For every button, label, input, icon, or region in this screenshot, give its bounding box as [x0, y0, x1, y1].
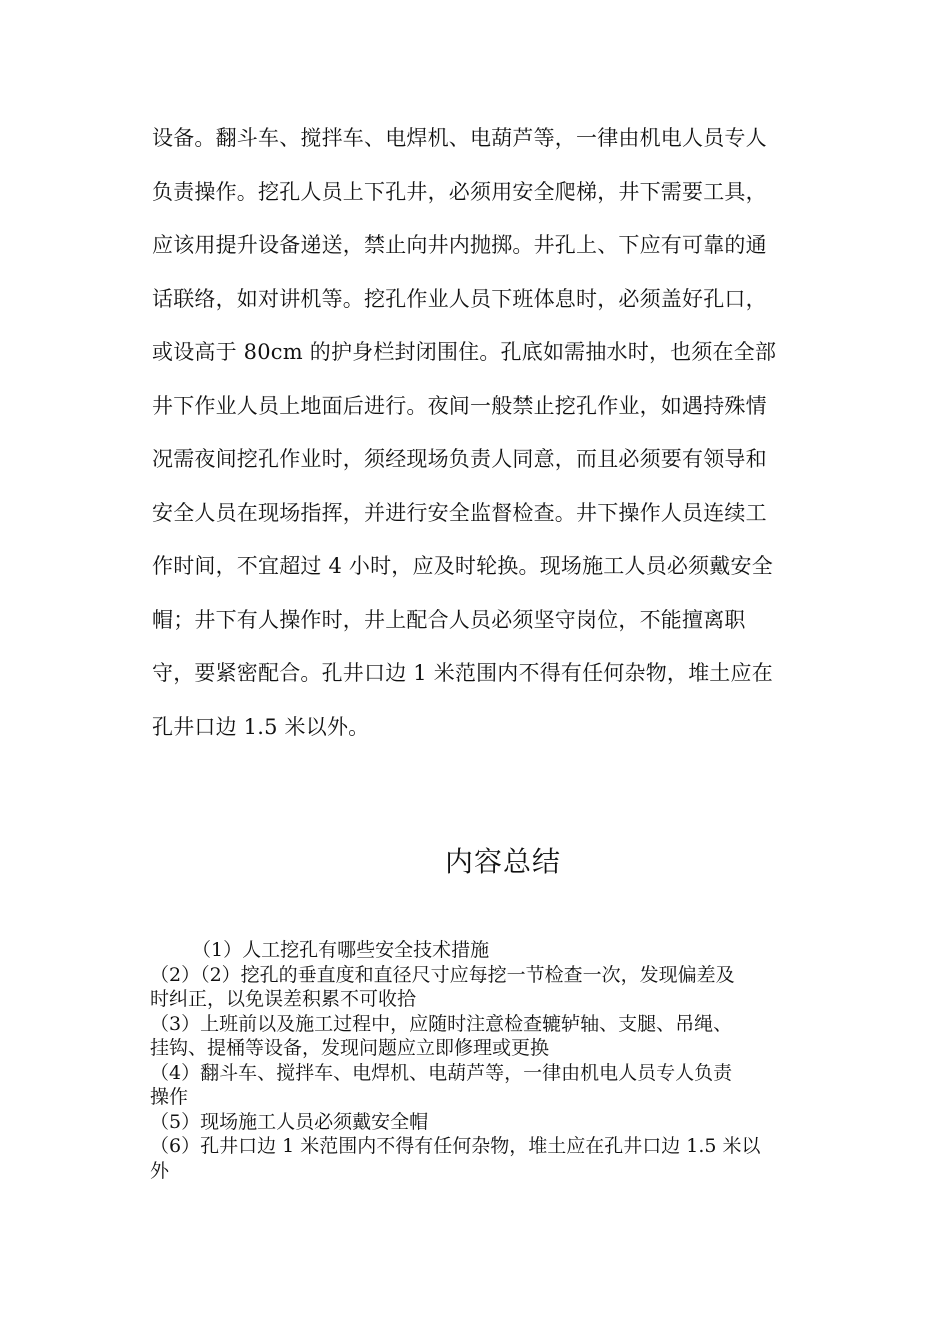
body-paragraph: [152, 112, 812, 754]
summary-item: （1）人工挖孔有哪些安全技术措施: [192, 939, 490, 961]
body-line: 话联络，如对讲机等。挖孔作业人员下班体息时，必须盖好孔口，: [152, 286, 767, 311]
summary-item: （6）孔井口边 1 米范围内不得有任何杂物，堆土应在孔井口边 1.5 米以: [150, 1135, 761, 1157]
summary-title: 内容总结: [444, 845, 561, 878]
summary-item-continuation: 挂钩、提桶等设备，发现问题应立即修理或更换: [150, 1037, 550, 1059]
body-line: 帽；井下有人操作时，井上配合人员必须坚守岗位，不能擅离职: [152, 607, 746, 632]
summary-item: （3）上班前以及施工过程中，应随时注意检查辘轳轴、支腿、吊绳、: [150, 1012, 733, 1035]
body-line: 负责操作。挖孔人员上下孔井，必须用安全爬梯，井下需要工具，: [152, 179, 767, 204]
body-line: 况需夜间挖孔作业时，须经现场负责人同意，而且必须要有领导和: [152, 447, 767, 471]
summary-item-continuation: 时纠正，以免误差积累不可收拾: [150, 988, 417, 1010]
body-line: 或设高于 80cm 的护身栏封闭围住。孔底如需抽水时，也须在全部: [152, 340, 777, 364]
summary-item: （2）（2）挖孔的垂直度和直径尺寸应每挖一节检查一次，发现偏差及: [150, 963, 735, 986]
body-line: 安全人员在现场指挥，并进行安全监督检查。井下操作人员连续工: [152, 500, 767, 525]
body-line: 守，要紧密配合。孔井口边 1 米范围内不得有任何杂物，堆土应在: [152, 661, 773, 685]
summary-item-continuation: 操作: [150, 1086, 189, 1108]
summary-list: [150, 938, 810, 1183]
body-line: 孔井口边 1.5 米以外。: [152, 714, 370, 739]
body-line: 设备。翻斗车、搅拌车、电焊机、电葫芦等，一律由机电人员专人: [152, 126, 767, 150]
summary-item: （4）翻斗车、搅拌车、电焊机、电葫芦等，一律由机电人员专人负责: [150, 1061, 733, 1084]
summary-item-continuation: 外: [150, 1159, 170, 1182]
body-line: 作时间，不宜超过 4 小时，应及时轮换。现场施工人员必须戴安全: [152, 554, 773, 578]
body-line: 应该用提升设备递送，禁止向井内抛掷。井孔上、下应有可靠的通: [152, 233, 767, 257]
summary-item: （5）现场施工人员必须戴安全帽: [150, 1110, 429, 1133]
body-line: 井下作业人员上地面后进行。夜间一般禁止挖孔作业，如遇持殊情: [152, 393, 767, 418]
